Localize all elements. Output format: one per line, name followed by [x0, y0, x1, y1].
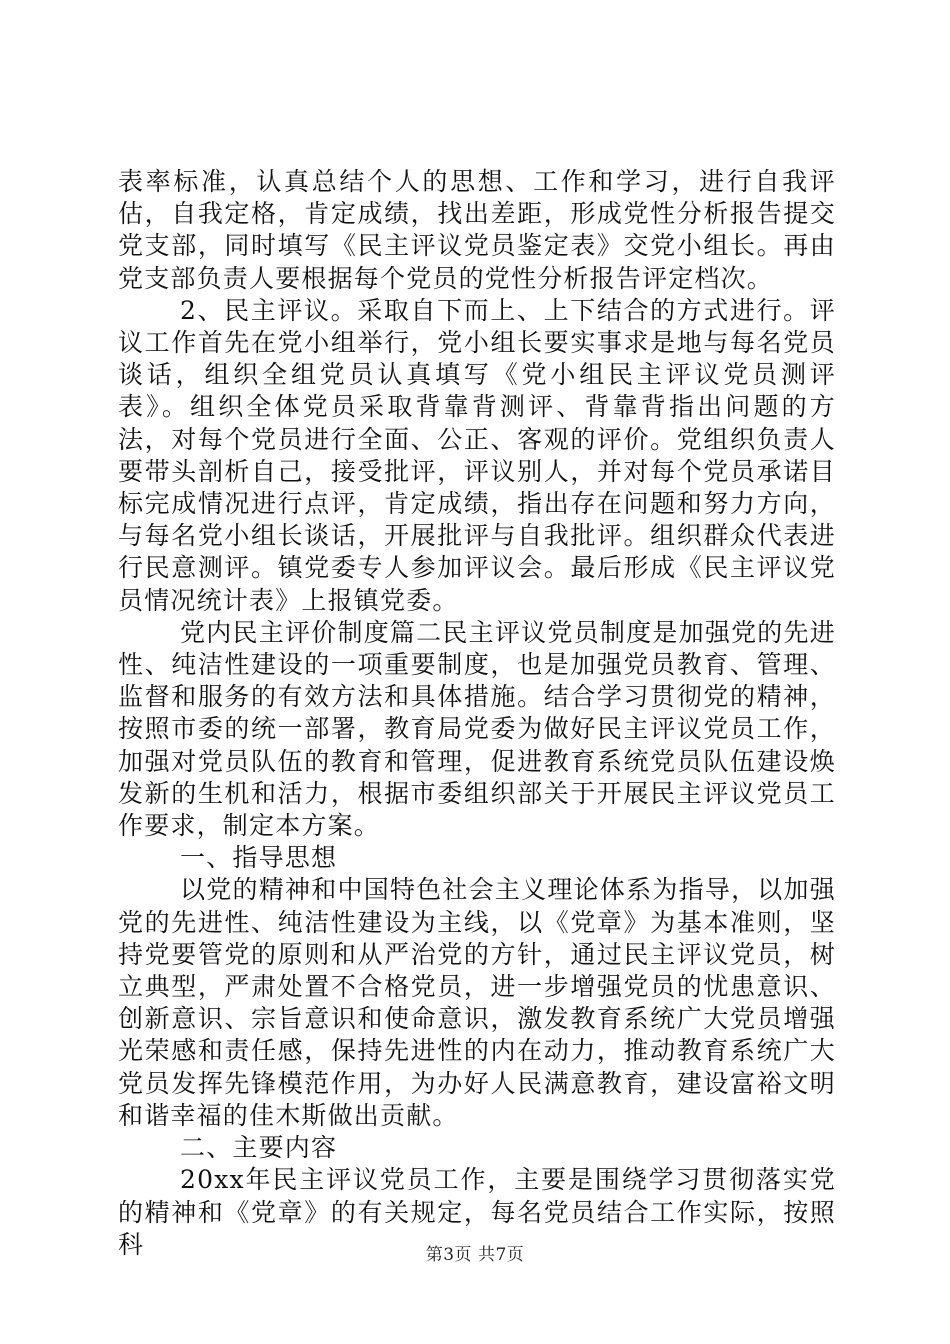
section-heading-main-content: 二、主要内容 [180, 1133, 338, 1163]
paragraph-democratic-review: 2、民主评议。采取自下而上、上下结合的方式进行。评议工作首先在党小组举行，党小组长要实事求是地与每名党员谈话，组织全组党员认真填写《党小组民主评议党员测评表》。组织全体党员采取背靠背测评、背靠背指出问题的方法，对每个党员进行全面、公正、客观的评价。党组织负责人要带头剖析自己，接受批评，评议别人，并对每个党员承诺目标完成情况进行点评，肯定成绩，指出存在问题和努力方向，与每名党小组长谈话，开展批评与自我批评。组织群众代表进行民意测评。镇党委专人参加评议会。最后形成《民主评议党员情况统计表》上报镇党委。 [118, 295, 836, 615]
paragraph-continuation: 表率标准，认真总结个人的思想、工作和学习，进行自我评估，自我定格，肯定成绩，找出差距，形成党性分析报告提交党支部，同时填写《民主评议党员鉴定表》交党小组长。再由党支部负责人要根据每个党员的党性分析报告评定档次。 [118, 167, 836, 293]
paragraph-main-content: 20xx年民主评议党员工作，主要是围绕学习贯彻落实党的精神和《党章》的有关规定，每名党员结合工作实际，按照科 [118, 1165, 836, 1259]
document-body [118, 166, 836, 1261]
paragraph-part-two-intro: 党内民主评价制度篇二民主评议党员制度是加强党的先进性、纯洁性建设的一项重要制度，也是加强党员教育、管理、监督和服务的有效方法和具体措施。结合学习贯彻党的精神，按照市委的统一部署，教育局党委为做好民主评议党员工作，加强对党员队伍的教育和管理，促进教育系统党员队伍建设焕发新的生机和活力，根据市委组织部关于开展民主评议党员工作要求，制定本方案。 [118, 617, 836, 841]
page-number-footer: 第3页 共7页 [425, 1245, 525, 1265]
paragraph-guiding-thought: 以党的精神和中国特色社会主义理论体系为指导，以加强党的先进性、纯洁性建设为主线，以《党章》为基本准则，坚持党要管党的原则和从严治党的方针，通过民主评议党员，树立典型，严肃处置不合格党员，进一步增强党员的忧患意识、创新意识、宗旨意识和使命意识，激发教育系统广大党员增强光荣感和责任感，保持先进性的内在动力，推动教育系统广大党员发挥先锋模范作用，为办好人民满意教育，建设富裕文明和谐幸福的佳木斯做出贡献。 [118, 875, 836, 1130]
section-heading-guiding-thought: 一、指导思想 [180, 843, 338, 873]
